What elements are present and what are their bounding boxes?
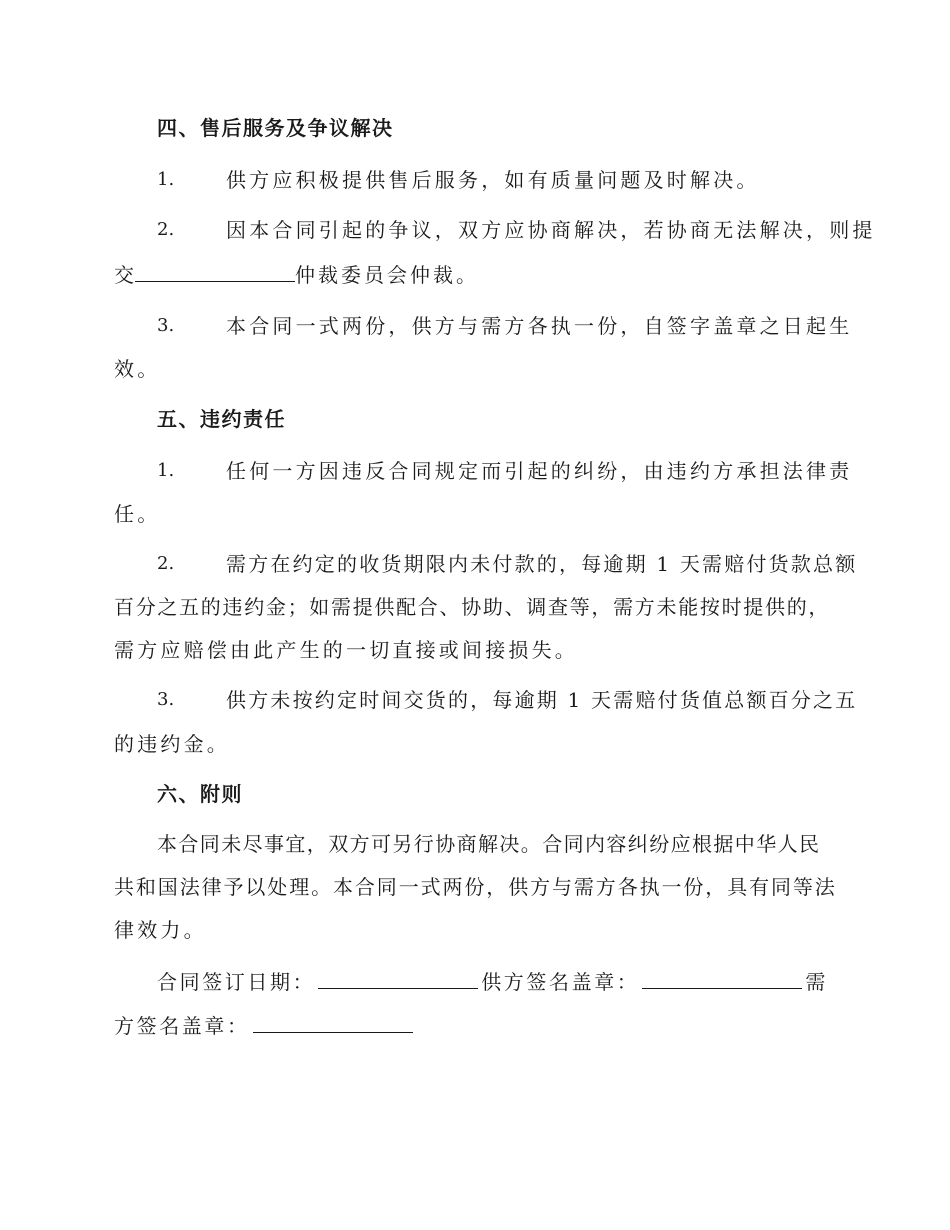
section-4-item-2-prefix: 交 [114,263,137,287]
supplier-signature-blank [642,968,802,989]
signing-date-label: 合同签订日期： [157,970,316,994]
signing-date-blank [318,968,478,989]
section-4-item-1-text: 供方应积极提供售后服务，如有质量问题及时解决。 [226,168,760,192]
section-4-item-3-number: 3. [157,315,175,336]
signature-line-2 [114,1012,416,1040]
section-4-item-2-number: 2. [157,219,175,240]
section-5-item-1-number: 1. [157,460,175,481]
section-4-item-2-suffix: 仲裁委员会仲裁。 [295,263,479,287]
section-4-item-1-number: 1. [157,169,175,190]
section-4-item-3-text-line-2: 效。 [114,357,161,381]
section-5-item-2-number: 2. [157,553,175,574]
buyer-signature-label-part-1: 需 [805,970,829,994]
signature-line-1 [157,968,828,996]
section-5-title: 五、违约责任 [157,407,286,431]
buyer-signature-blank [253,1012,413,1033]
arbitration-committee-blank [135,261,295,282]
section-6-title: 六、附则 [157,782,243,806]
section-5-item-1-text-line-1: 任何一方因违反合同规定而引起的纠纷，由违约方承担法律责 [226,459,853,483]
section-6-para-line-3: 律效力。 [114,918,207,942]
section-5-item-1-text-line-2: 任。 [114,502,161,526]
section-4-item-2-text-line-2 [114,261,479,289]
section-4-item-2-text-line-1: 因本合同引起的争议，双方应协商解决，若协商无法解决，则提 [226,218,876,242]
section-5-item-3-text-line-2: 的违约金。 [114,732,230,756]
section-5-item-2-text-line-1: 需方在约定的收货期限内未付款的，每逾期 1 天需赔付货款总额 [226,552,858,576]
section-5-item-3-number: 3. [157,689,175,710]
section-4-item-3-text-line-1: 本合同一式两份，供方与需方各执一份，自签字盖章之日起生 [226,314,853,338]
supplier-signature-label: 供方签名盖章： [481,970,640,994]
section-4-title: 四、售后服务及争议解决 [157,116,394,140]
section-5-item-2-text-line-3: 需方应赔偿由此产生的一切直接或间接损失。 [114,638,578,662]
section-6-para-line-2: 共和国法律予以处理。本合同一式两份，供方与需方各执一份，具有同等法 [114,875,837,899]
section-6-para-line-1: 本合同未尽事宜，双方可另行协商解决。合同内容纠纷应根据中华人民 [157,832,821,856]
section-5-item-3-text-line-1: 供方未按约定时间交货的，每逾期 1 天需赔付货值总额百分之五 [226,688,858,712]
section-5-item-2-text-line-2: 百分之五的违约金；如需提供配合、协助、调查等，需方未能按时提供的， [114,595,831,619]
buyer-signature-label-part-2: 方签名盖章： [114,1014,250,1038]
